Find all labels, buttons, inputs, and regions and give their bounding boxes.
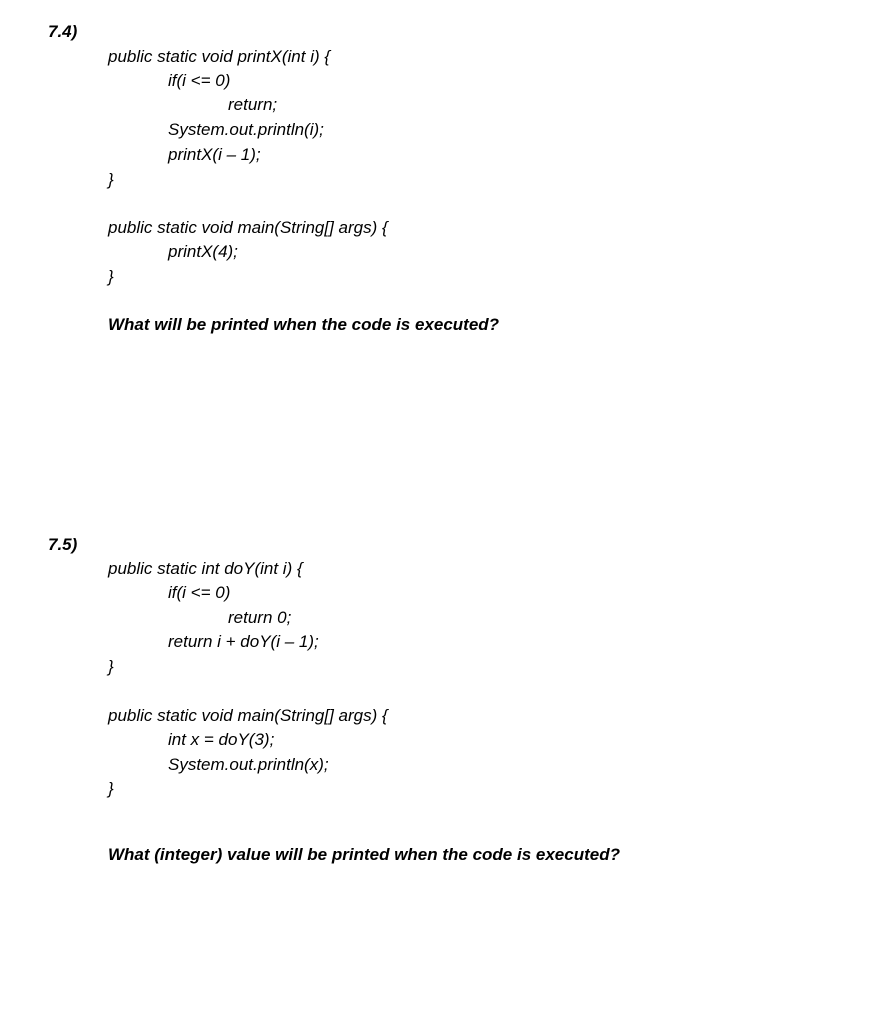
code-line-recursive-return: return i + doY(i – 1);: [168, 632, 319, 651]
problem-number-7-5: 7.5): [48, 535, 78, 554]
code-line-doy-signature: public static int doY(int i) {: [108, 559, 303, 578]
code-line-main-signature: public static void main(String[] args) {: [108, 218, 388, 237]
code-line-close-brace: }: [108, 170, 114, 189]
code-line-if-condition: if(i <= 0): [168, 583, 231, 602]
code-line-printx-signature: public static void printX(int i) {: [108, 47, 331, 66]
code-line-main-close-brace: }: [108, 779, 114, 798]
code-line-main-close-brace: }: [108, 267, 114, 286]
code-line-main-call: printX(4);: [168, 242, 238, 261]
problem-number-7-4: 7.4): [48, 22, 78, 41]
code-line-recursive-call: printX(i – 1);: [168, 145, 261, 164]
code-line-assign-x: int x = doY(3);: [168, 730, 275, 749]
code-line-println: System.out.println(i);: [168, 120, 324, 139]
code-line-close-brace: }: [108, 657, 114, 676]
code-line-return-zero: return 0;: [228, 608, 292, 627]
code-line-return: return;: [228, 95, 278, 114]
question-7-5: What (integer) value will be printed when the code is executed?: [108, 845, 620, 864]
code-line-println-x: System.out.println(x);: [168, 755, 329, 774]
code-line-main-signature: public static void main(String[] args) {: [108, 706, 388, 725]
question-7-4: What will be printed when the code is executed?: [108, 315, 500, 334]
code-line-if-condition: if(i <= 0): [168, 71, 231, 90]
